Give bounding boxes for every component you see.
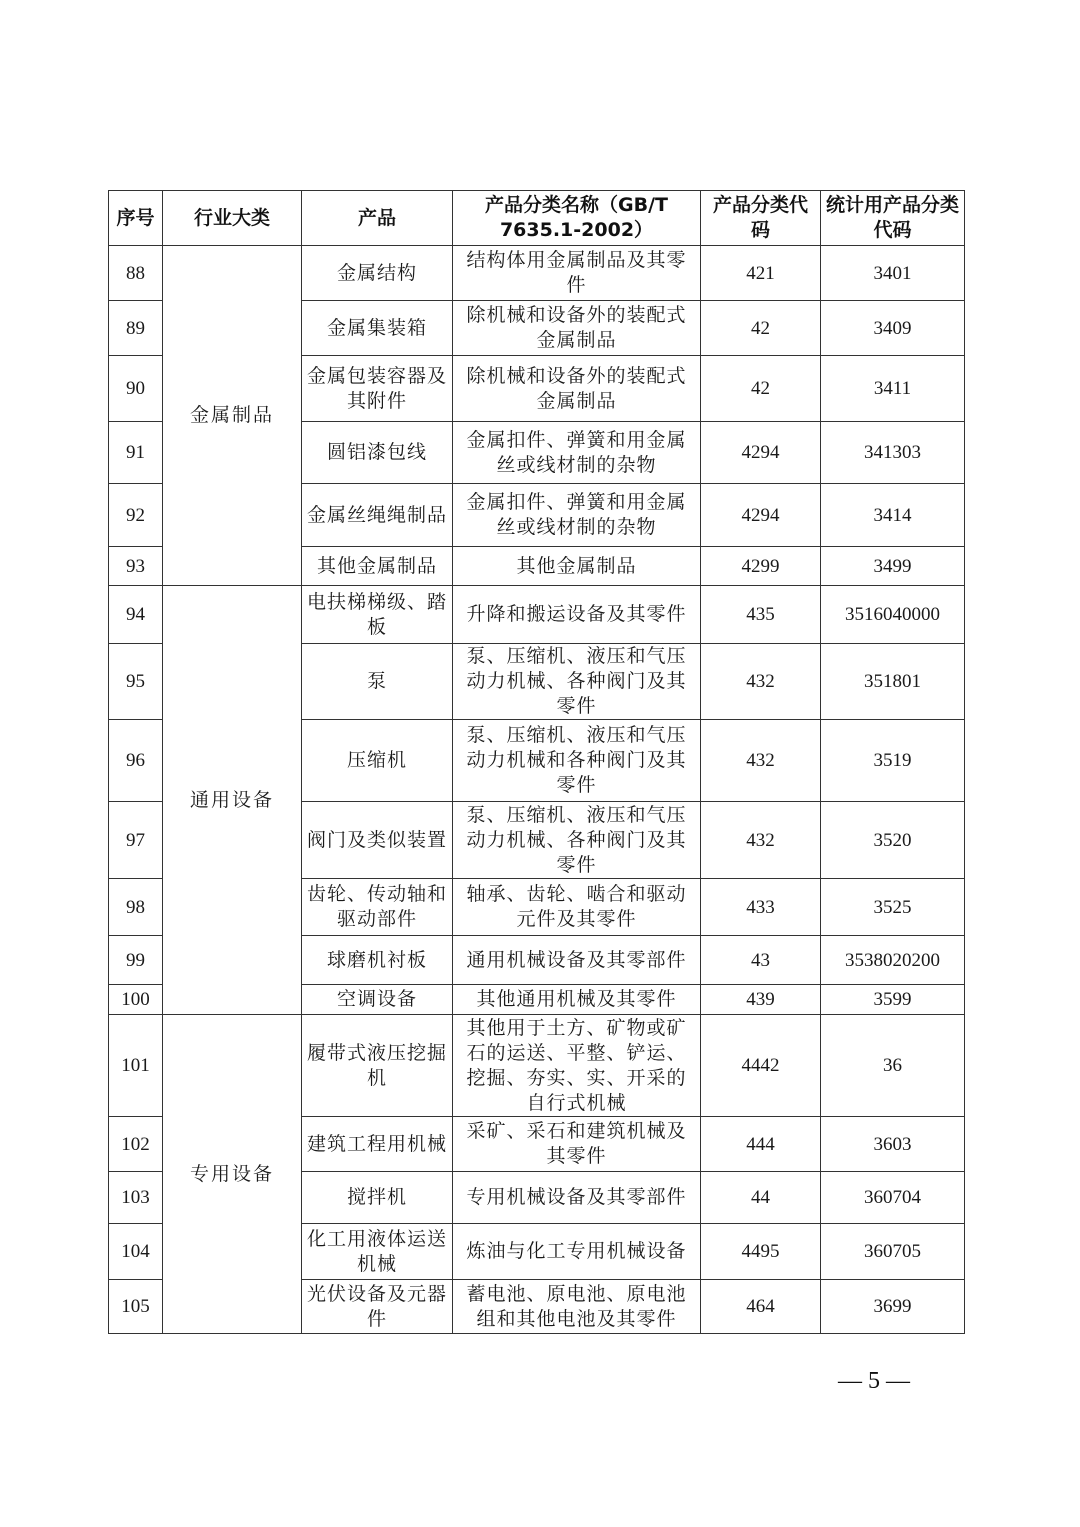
cell-category-name: 其他通用机械及其零件 (453, 985, 701, 1015)
cell-category-code: 432 (701, 802, 821, 879)
cell-category-name: 泵、压缩机、液压和气压动力机械和各种阀门及其零件 (453, 720, 701, 802)
cell-seq: 89 (109, 301, 163, 356)
cell-category-code: 4294 (701, 484, 821, 547)
cell-category-code: 4442 (701, 1015, 821, 1117)
cell-category-code: 433 (701, 879, 821, 936)
cell-category-name: 金属扣件、弹簧和用金属丝或线材制的杂物 (453, 484, 701, 547)
cell-product: 金属丝绳绳制品 (302, 484, 453, 547)
cell-seq: 98 (109, 879, 163, 936)
cell-category-code: 44 (701, 1172, 821, 1224)
cell-stat-code: 3520 (821, 802, 965, 879)
cell-product: 泵 (302, 644, 453, 720)
cell-category-name: 轴承、齿轮、啮合和驱动元件及其零件 (453, 879, 701, 936)
cell-seq: 91 (109, 422, 163, 484)
product-classification-table (108, 190, 965, 1334)
cell-category-name: 专用机械设备及其零部件 (453, 1172, 701, 1224)
cell-stat-code: 341303 (821, 422, 965, 484)
header-stat-code: 统计用产品分类代码 (821, 191, 965, 246)
cell-product: 压缩机 (302, 720, 453, 802)
cell-product: 电扶梯梯级、踏板 (302, 586, 453, 644)
header-product: 产品 (302, 191, 453, 246)
cell-category-name: 泵、压缩机、液压和气压动力机械、各种阀门及其零件 (453, 644, 701, 720)
cell-seq: 105 (109, 1280, 163, 1334)
cell-product: 金属集装箱 (302, 301, 453, 356)
header-row (109, 191, 965, 246)
cell-product: 金属结构 (302, 246, 453, 301)
cell-stat-code: 36 (821, 1015, 965, 1117)
cell-seq: 100 (109, 985, 163, 1015)
cell-seq: 93 (109, 547, 163, 586)
cell-seq: 101 (109, 1015, 163, 1117)
table-row (109, 246, 965, 301)
cell-seq: 95 (109, 644, 163, 720)
cell-category-code: 42 (701, 356, 821, 422)
cell-category-code: 421 (701, 246, 821, 301)
cell-category-code: 4294 (701, 422, 821, 484)
cell-stat-code: 3699 (821, 1280, 965, 1334)
cell-stat-code: 351801 (821, 644, 965, 720)
cell-product: 空调设备 (302, 985, 453, 1015)
cell-stat-code: 3401 (821, 246, 965, 301)
header-seq: 序号 (109, 191, 163, 246)
cell-seq: 99 (109, 936, 163, 985)
cell-category-code: 4299 (701, 547, 821, 586)
cell-stat-code: 3525 (821, 879, 965, 936)
header-industry: 行业大类 (163, 191, 302, 246)
cell-seq: 90 (109, 356, 163, 422)
cell-seq: 88 (109, 246, 163, 301)
cell-category-name: 其他金属制品 (453, 547, 701, 586)
cell-category-name: 除机械和设备外的装配式金属制品 (453, 356, 701, 422)
cell-category-name: 金属扣件、弹簧和用金属丝或线材制的杂物 (453, 422, 701, 484)
cell-stat-code: 3516040000 (821, 586, 965, 644)
cell-stat-code: 3599 (821, 985, 965, 1015)
cell-category-name: 除机械和设备外的装配式金属制品 (453, 301, 701, 356)
header-category-name: 产品分类名称（GB/T 7635.1-2002） (453, 191, 701, 246)
cell-product: 齿轮、传动轴和驱动部件 (302, 879, 453, 936)
cell-category-name: 通用机械设备及其零部件 (453, 936, 701, 985)
cell-category-name: 升降和搬运设备及其零件 (453, 586, 701, 644)
cell-stat-code: 3409 (821, 301, 965, 356)
cell-category-code: 432 (701, 644, 821, 720)
cell-product: 球磨机衬板 (302, 936, 453, 985)
header-category-code: 产品分类代码 (701, 191, 821, 246)
cell-category-code: 464 (701, 1280, 821, 1334)
cell-product: 阀门及类似装置 (302, 802, 453, 879)
table-row (109, 1015, 965, 1117)
cell-category-code: 444 (701, 1117, 821, 1172)
cell-category-code: 435 (701, 586, 821, 644)
cell-stat-code: 3603 (821, 1117, 965, 1172)
cell-category-name: 结构体用金属制品及其零件 (453, 246, 701, 301)
cell-product: 其他金属制品 (302, 547, 453, 586)
cell-category-name: 采矿、采石和建筑机械及其零件 (453, 1117, 701, 1172)
cell-category-name: 其他用于土方、矿物或矿石的运送、平整、铲运、挖掘、夯实、实、开采的自行式机械 (453, 1015, 701, 1117)
cell-industry: 金属制品 (163, 246, 302, 586)
cell-stat-code: 360704 (821, 1172, 965, 1224)
cell-category-name: 蓄电池、原电池、原电池组和其他电池及其零件 (453, 1280, 701, 1334)
page-number: — 5 — (838, 1368, 910, 1394)
cell-product: 搅拌机 (302, 1172, 453, 1224)
cell-category-code: 439 (701, 985, 821, 1015)
cell-product: 圆铝漆包线 (302, 422, 453, 484)
cell-product: 光伏设备及元器件 (302, 1280, 453, 1334)
cell-seq: 97 (109, 802, 163, 879)
cell-product: 建筑工程用机械 (302, 1117, 453, 1172)
table-row (109, 586, 965, 644)
cell-stat-code: 3414 (821, 484, 965, 547)
cell-seq: 102 (109, 1117, 163, 1172)
cell-seq: 103 (109, 1172, 163, 1224)
cell-industry: 通用设备 (163, 586, 302, 1015)
cell-category-code: 42 (701, 301, 821, 356)
cell-stat-code: 3538020200 (821, 936, 965, 985)
cell-seq: 104 (109, 1224, 163, 1280)
cell-seq: 92 (109, 484, 163, 547)
cell-category-name: 炼油与化工专用机械设备 (453, 1224, 701, 1280)
cell-seq: 94 (109, 586, 163, 644)
cell-stat-code: 3499 (821, 547, 965, 586)
cell-category-name: 泵、压缩机、液压和气压动力机械、各种阀门及其零件 (453, 802, 701, 879)
cell-seq: 96 (109, 720, 163, 802)
cell-product: 金属包装容器及其附件 (302, 356, 453, 422)
cell-product: 化工用液体运送机械 (302, 1224, 453, 1280)
cell-stat-code: 360705 (821, 1224, 965, 1280)
cell-category-code: 4495 (701, 1224, 821, 1280)
cell-category-code: 43 (701, 936, 821, 985)
cell-stat-code: 3411 (821, 356, 965, 422)
cell-stat-code: 3519 (821, 720, 965, 802)
cell-product: 履带式液压挖掘机 (302, 1015, 453, 1117)
cell-industry: 专用设备 (163, 1015, 302, 1334)
cell-category-code: 432 (701, 720, 821, 802)
